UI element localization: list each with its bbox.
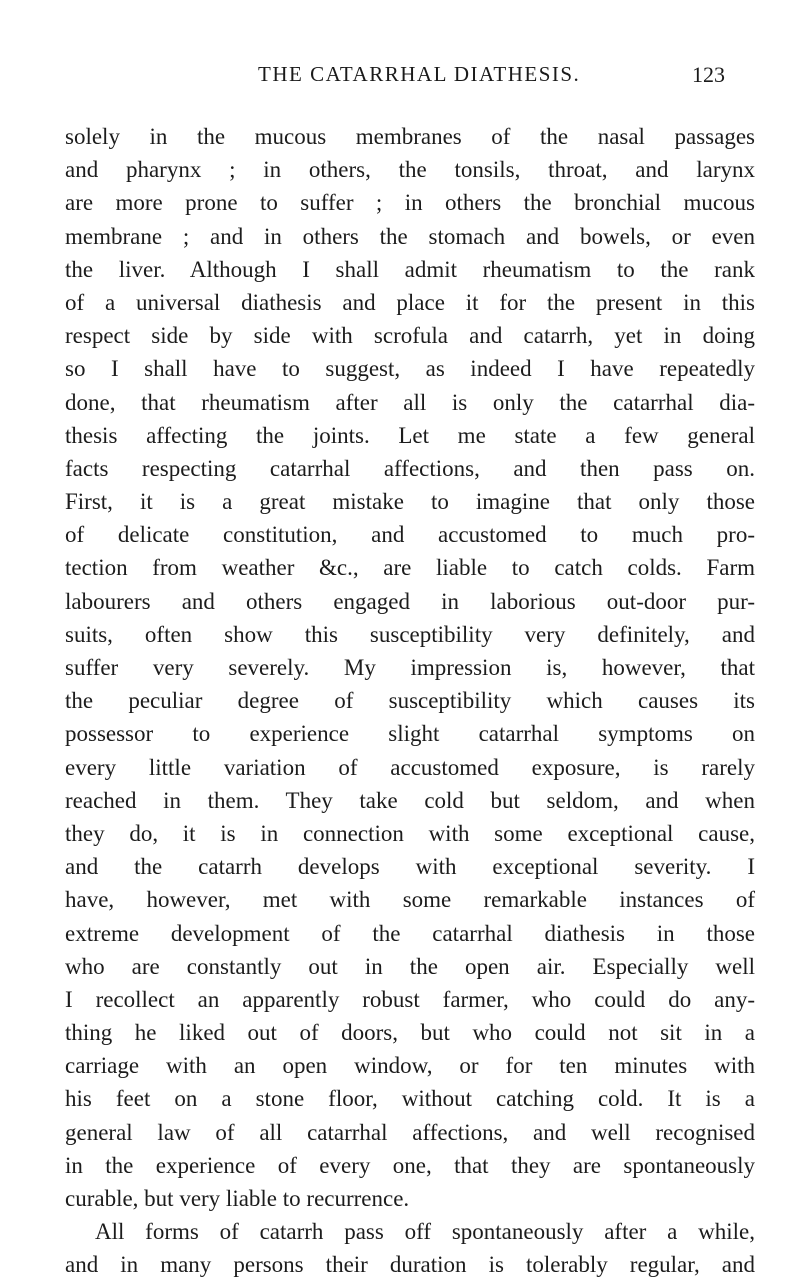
text-line: and pharynx ; in others, the tonsils, throat, and larynx (65, 157, 755, 183)
text-line: and the catarrh develops with exceptional severity. I (65, 854, 755, 880)
text-line: reached in them. They take cold but seldom, and when (65, 787, 755, 813)
running-title: THE CATARRHAL DIATHESIS. (258, 62, 581, 86)
text-line: the liver. Although I shall admit rheumatism to the rank (65, 256, 755, 282)
body-text (65, 120, 755, 1282)
text-line: membrane ; and in others the stomach and bowels, or even (65, 223, 755, 249)
text-line: I recollect an apparently robust farmer, who could do any- (65, 986, 755, 1012)
text-line: carriage with an open window, or for ten minutes with (65, 1053, 755, 1079)
text-line: so I shall have to suggest, as indeed I have repeatedly (65, 356, 755, 382)
text-line: suffer very severely. My impression is, however, that (65, 655, 755, 680)
text-line: in the experience of every one, that they are spontaneously (65, 1152, 755, 1178)
text-line: of a universal diathesis and place it for the present in this (65, 289, 755, 315)
text-line: possessor to experience slight catarrhal symptoms on (65, 721, 755, 747)
text-line: have, however, met with some remarkable instances of (65, 887, 755, 913)
text-line: his feet on a stone floor, without catching cold. It is a (65, 1086, 755, 1112)
page-number: 123 (692, 62, 725, 87)
text-line: solely in the mucous membranes of the nasal passages (65, 124, 755, 149)
text-line: who are constantly out in the open air. Especially well (65, 953, 755, 979)
text-line: every little variation of accustomed exposure, is rarely (65, 754, 755, 780)
text-line: they do, it is in connection with some exceptional cause, (65, 820, 755, 846)
text-line: curable, but very liable to recurrence. (65, 1186, 410, 1211)
text-line: All forms of catarrh pass off spontaneously after a while, (95, 1219, 755, 1245)
text-line: are more prone to suffer ; in others the bronchial mucous (65, 190, 755, 216)
text-line: extreme development of the catarrhal diathesis in those (65, 920, 755, 946)
text-line: of delicate constitution, and accustomed to much pro- (65, 522, 755, 548)
text-line: thesis affecting the joints. Let me state a few general (65, 422, 755, 448)
text-line: general law of all catarrhal affections, and well recognised (65, 1119, 755, 1145)
text-line: labourers and others engaged in laborious out-door pur- (65, 588, 755, 614)
text-line: the peculiar degree of susceptibility which causes its (65, 688, 755, 714)
text-line: thing he liked out of doors, but who could not sit in a (65, 1020, 755, 1046)
text-line: facts respecting catarrhal affections, and then pass on. (65, 455, 755, 481)
text-line: suits, often show this susceptibility very definitely, and (65, 621, 755, 647)
text-line: and in many persons their duration is tolerably regular, and (65, 1252, 755, 1278)
text-line: tection from weather &c., are liable to catch colds. Farm (65, 555, 755, 581)
text-line: done, that rheumatism after all is only the catarrhal dia- (65, 389, 755, 415)
running-head (0, 62, 800, 92)
text-line: respect side by side with scrofula and catarrh, yet in doing (65, 323, 755, 349)
text-line: First, it is a great mistake to imagine that only those (65, 489, 755, 515)
